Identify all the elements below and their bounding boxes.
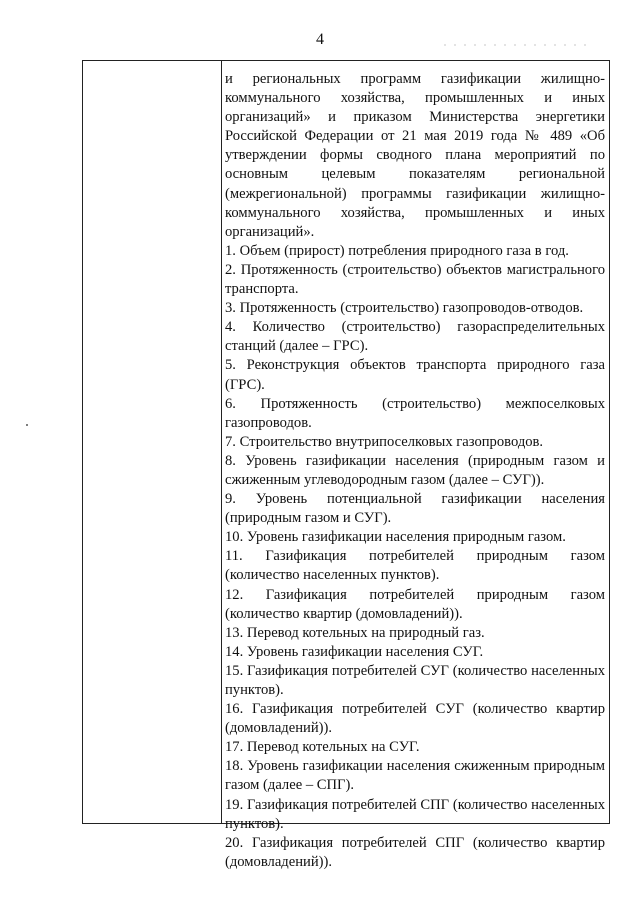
list-item: 5. Реконструкция объектов транспорта природного газа (ГРС). xyxy=(225,357,605,393)
list-item: 15. Газификация потребителей СУГ (количество населенных пунктов). xyxy=(225,662,605,698)
list-item: 3. Протяженность (строительство) газопроводов-отводов. xyxy=(225,300,584,317)
list-item: 9. Уровень потенциальной газификации населения (природным газом и СУГ). xyxy=(225,491,605,527)
column-divider xyxy=(221,61,222,823)
list-item: 1. Объем (прирост) потребления природного газа в год. xyxy=(225,242,569,259)
list-item: 8. Уровень газификации населения (природным газом и сжиженным углеводородным газом (далее – СУГ)). xyxy=(225,452,605,488)
list-item: 14. Уровень газификации населения СУГ. xyxy=(225,643,484,660)
list-item: 6. Протяженность (строительство) межпоселковых газопроводов. xyxy=(225,395,605,431)
page-number: 4 xyxy=(316,31,324,48)
scan-specks xyxy=(440,42,590,48)
list-item: 10. Уровень газификации населения природным газом. xyxy=(225,529,566,546)
list-item: 18. Уровень газификации населения сжиженным природным газом (далее – СПГ). xyxy=(225,758,605,794)
list-item: 4. Количество (строительство) газораспределительных станций (далее – ГРС). xyxy=(225,319,605,355)
table-content-cell xyxy=(225,70,605,872)
list-item: 16. Газификация потребителей СУГ (количество квартир (домовладений)). xyxy=(225,701,605,737)
list-item: 13. Перевод котельных на природный газ. xyxy=(225,624,485,641)
list-item: 12. Газификация потребителей природным газом (количество квартир (домовладений)). xyxy=(225,586,605,622)
list-item: 20. Газификация потребителей СПГ (количество квартир (домовладений)). xyxy=(225,834,605,870)
list-item: 7. Строительство внутрипоселковых газопроводов. xyxy=(225,433,544,450)
list-item: 17. Перевод котельных на СУГ. xyxy=(225,739,420,756)
list-item: 2. Протяженность (строительство) объектов магистрального транспорта. xyxy=(225,261,605,298)
list-item: 19. Газификация потребителей СПГ (количество населенных пунктов). xyxy=(225,796,605,832)
continuation-paragraph: и региональных программ газификации жилищно-коммунального хозяйства, промышленных и иных организаций» и приказом Министерства энергетики Российской Федерации от 21 мая 2019 года № 489 «Об утверждении формы сводного плана мероприятий по основным целевым показателям региональной (межрегиональной) программы газификации жилищно-коммунального хозяйства, промышленных и иных организаций». xyxy=(225,71,605,240)
margin-mark xyxy=(26,424,28,426)
document-table xyxy=(82,60,610,870)
list-item: 11. Газификация потребителей природным газом (количество населенных пунктов). xyxy=(225,548,605,584)
